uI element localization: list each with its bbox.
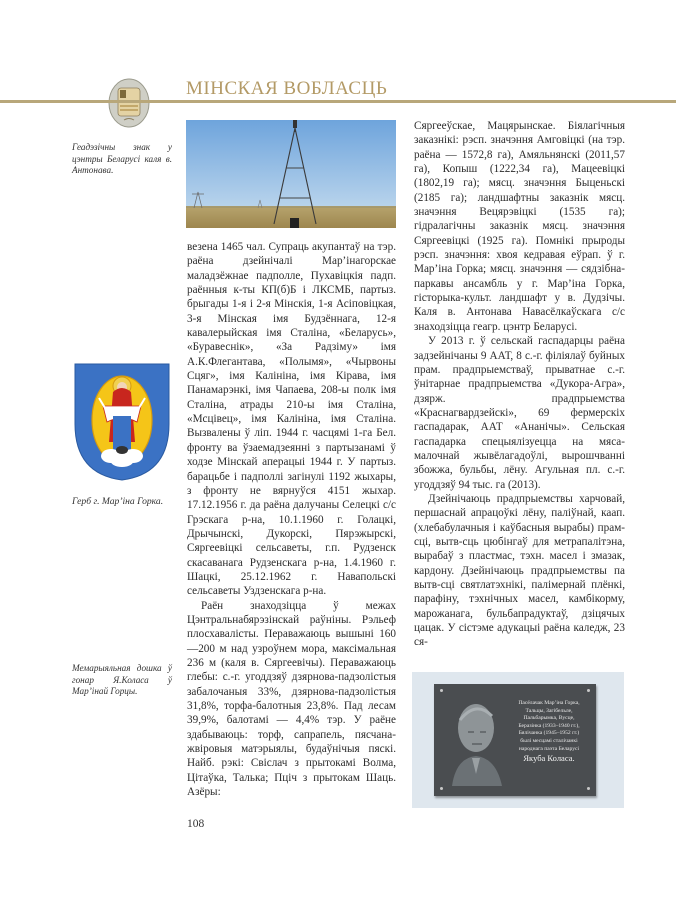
minsk-region-coat-of-arms-icon [108, 78, 150, 128]
plaque-line: народнага паэта Беларусі [518, 745, 580, 752]
marina-gorka-coat-of-arms [73, 362, 171, 482]
caption-coat-of-arms: Герб г. Мар’іна Горка. [72, 496, 164, 507]
paragraph: везена 1465 чал. Супраць акупантаў на тэр. раёна дзейнічалі Мар’інагорскае маладзёжнае падполле, Пухавіцкія падп. раённыя к-ты КП(б)Б і ЛКСМБ, партыз. брыгады 1-я і 2-я Мінскія, 1-я Асіповіцкая, 3-я Мінская імя Будзённага, 12-я кавалерыйская імя Сталіна, «Беларусь», «Буравеснік», «За Радзіму» імя А.К.Флегантава, «Полымя», «Чырвоны Сцяг», імя Калініна, імя Кірава, імя Панамарэнкі, імя Чапаева, 208-ы полк імя Сталіна, атрады 210-ы імя Сталіна, «Мсцівец», імя Калініна, імя Сталіна. Вызвалены ў ліп. 1944 г. часцямі 1-га Бел. фронту ва ўзаемадзеянні з партызанамі ў ходзе Мінскай аперацыі 1944 г. У партыз. барацьбе і падполлі загінулі 1192 жыхары, з фронту не вярнуўся 4151 жыхар. 17.12.1956 г. да раёна далучаны Селецкі с/с Грэскага р-на, 10.1.1960 г. Голацкі, Дрычынскі, Дукорскі, Пярэжырскі, Сяргеевіцкі сельсаветы, г.п. Рудзенск скасаванага Рудзенскага р-на, 1.4.1960 г. Шацкі, 25.12.1962 г. Навапольскі сельсаветы Уздзенскага р-на. [187, 241, 396, 598]
plaque-name: Якуба Коласа. [523, 753, 575, 764]
memorial-plaque [434, 684, 596, 796]
rivet-icon [587, 689, 590, 692]
section-title: МІНСКАЯ ВОБЛАСЦЬ [186, 78, 388, 99]
caption-memorial-plaque: Мемарыяльная дошка ў гонар Я.Коласа ў Мар’інай Горцы. [72, 663, 172, 696]
paragraph: Раён знаходзіцца ў межах Цэнтральнабярэзінскай раўніны. Рэльеф плосхавалісты. Пераважаюць вышыні 160—200 м над узроўнем мора, максімальная 236 м (каля в. Сяргеевічы). Пераважаюць глебы: с.-г. угоддзяў дзярнова-падзолістыя забалочаныя 33%, дзярнова-падзолістыя 31,8%, торфа-балотныя 23,8%. Пад лесам 39,9%, балотамі — 4,4% тэр. У раёне здабываюць: торф, сапрапель, пясчана-жвіровыя матэрыялы, будаўнічыя пяскі. Найб. рэкі: Свіслач з прытокамі Волма, Цітаўка, Талька; Пціч з прытокам Шаць. Азёры: [187, 599, 396, 799]
paragraph: Дзейнічаюць прадпрыемствы харчовай, першаснай апрацоўкі лёну, паліўнай, каап. (хлебабулачныя і каўбасныя вырабы) прам-сці, вытв-сць цюбінгаў для метрапалітэна, вырабаў з пластмас, тэхн. масел і змазак, кардону. Дзейнічаюць прадпрыемствы па вытв-сці святлатэхнікі, палімернай плёнкі, парафіну, тэхнічных масел, камбікорму, марожанага, бульбапрадуктаў, дзіцячых цацак. У сістэме адукацыі раёна каледж, 23 ся- [414, 492, 625, 649]
portrait-relief [448, 694, 506, 786]
plaque-line: былі месцамі сталічанкі [520, 737, 578, 744]
paragraph: У 2013 г. ў сельскай гаспадарцы раёна задзейнічаны 9 ААТ, 8 с.-г. філіялаў буйных прам. прадпрыемстваў, прыватнае с.-г. ўнітарнае прадпрыемства «Дукора-Агра», дзярж. прадпрыемства «Краснагвардзейскі», 69 фермерскіх гаспадарак, ААТ «Ананічы». Сельская гаспадарка спецыялізуецца на мяса-малочнай жывёлагадоўлі, вырошчванні збожжа, бульбы, лёну. Агульная пл. с.-г. угоддзяў 94 тыс. га (2013). [414, 335, 625, 491]
plaque-inscription [504, 700, 594, 763]
header-rule [0, 100, 676, 103]
plaque-line: Пасёлачак Мар’іна Горка, [518, 700, 580, 706]
caption-geodetic-sign: Геадэзічны знак у цэнтры Беларусі каля в. Антонава. [72, 142, 172, 175]
plaque-line: Беразінка (1933–1940 гг.), [518, 722, 580, 729]
text-column-left [187, 240, 396, 799]
memorial-plaque-photo [412, 672, 624, 808]
rivet-icon [440, 689, 443, 692]
plaque-line: Тальцы, Загібельле, [525, 707, 573, 714]
plaque-line: Бялічанка (1945–1952 гг.) [518, 730, 580, 737]
plaque-line: Пальбарымка, Вусце, [523, 715, 575, 722]
geodetic-sign-photo [186, 120, 396, 228]
rivet-icon [587, 787, 590, 790]
rivet-icon [440, 787, 443, 790]
paragraph: Сяргееўскае, Мацярынскае. Біялагічныя заказнікі: рэсп. значэння Амговіцкі (на тэр. раёна — 1572,8 га), Амяльнянскі (2011,57 га), Копыш (1222,34 га), Мацеевіцкі (1802,19 га); мясц. значэння Быценьскі (2185 га); ландшафтны заказнік мясц. значэння Вецярэвіцкі (1535 га); гідралагічны заказнік мясц. значэння Сяргеевіцкі (1925 га). Помнікі прыроды рэсп. значэння: хвоя кедравая еўрап. ў г. Мар’іна Горка; мясц. значэння — сядзібна-паркавы ансамбль у г. Мар’іна Горка, гісторыка-культ. ландшафт у в. Дудзічы. Каля в. Антонава Навасёлкаўскага с/с знаходзіцца геагр. цэнтр Беларусі. [414, 120, 625, 333]
page-number: 108 [187, 818, 205, 830]
text-column-right [414, 119, 625, 650]
